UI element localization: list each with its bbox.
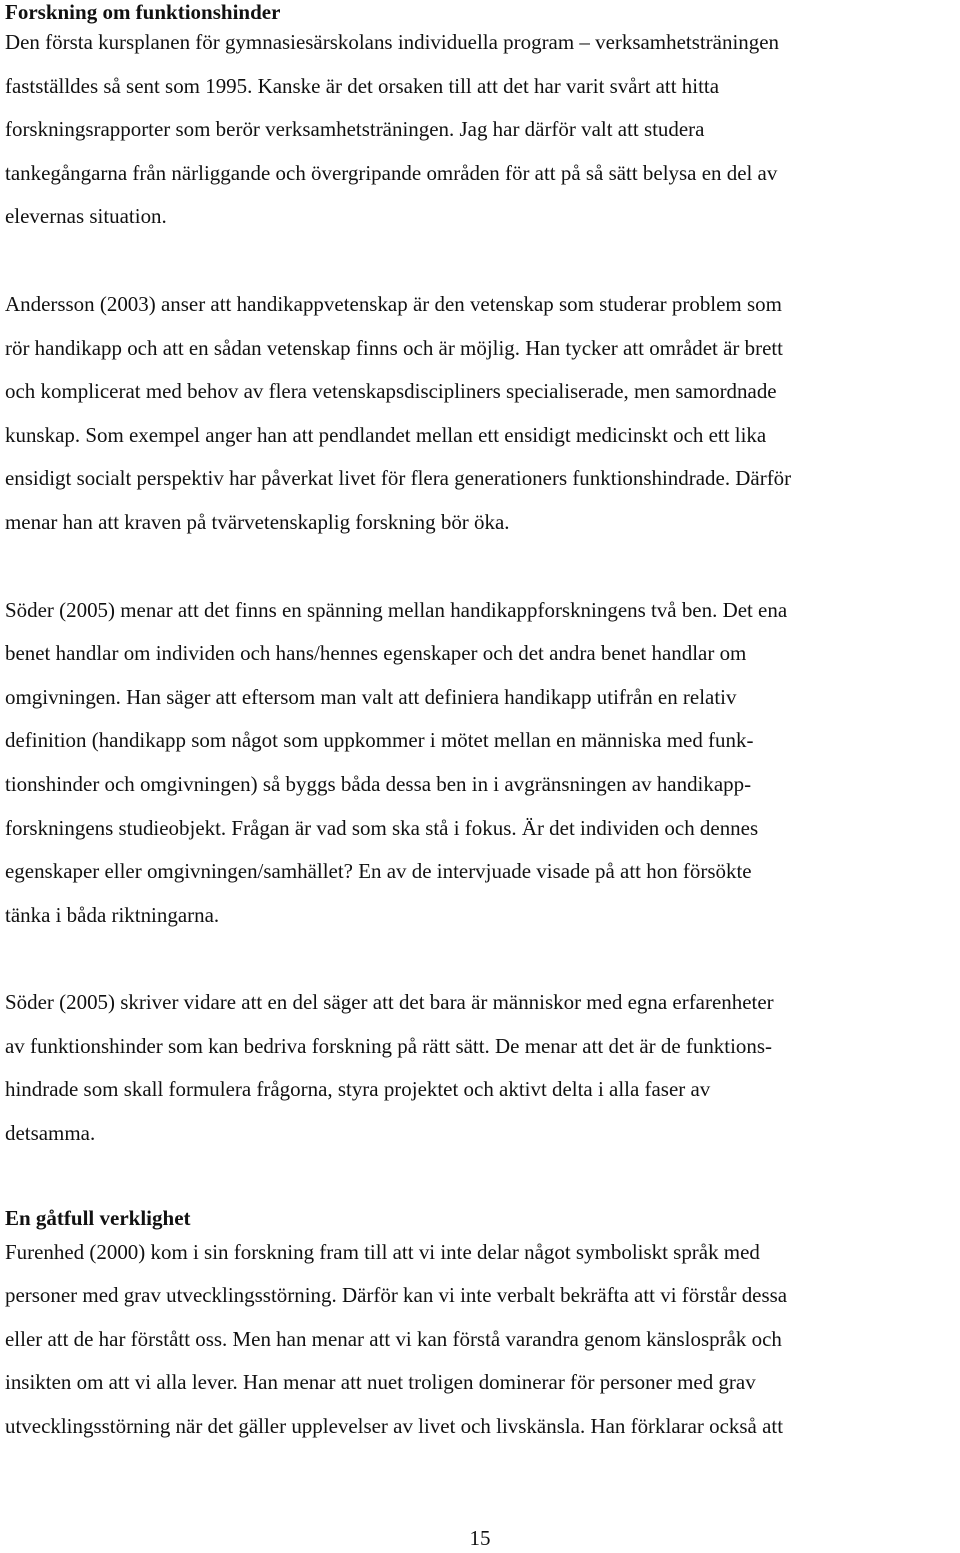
paragraph-andersson [5, 283, 957, 545]
text-line: tionshinder och omgivningen) så byggs båda dessa ben in i avgränsningen av handikapp- [5, 771, 752, 796]
text-line: tankegångarna från närliggande och övergripande områden för att på så sätt belysa en del av [5, 160, 778, 185]
text-line: menar han att kraven på tvärvetenskaplig forskning bör öka. [5, 509, 510, 534]
text-line: rör handikapp och att en sådan vetenskap finns och är möjlig. Han tycker att området är brett [5, 335, 784, 360]
text-line: forskningens studieobjekt. Frågan är vad som ska stå i fokus. Är det individen och dennes [5, 815, 759, 840]
text-line: eller att de har förstått oss. Men han menar att vi kan förstå varandra genom känslospråk och [5, 1326, 782, 1351]
text-line: omgivningen. Han säger att eftersom man valt att definiera handikapp utifrån en relativ [5, 684, 737, 709]
text-line: Andersson (2003) anser att handikappvetenskap är den vetenskap som studerar problem som [5, 291, 782, 316]
text-line: detsamma. [5, 1121, 96, 1146]
text-line: tänka i båda riktningarna. [5, 902, 220, 927]
page-number: 15 [469, 1526, 491, 1550]
text-line: forskningsrapporter som berör verksamhetsträningen. Jag har därför valt att studera [5, 117, 705, 142]
text-line: utvecklingsstörning när det gäller upplevelser av livet och livskänsla. Han förklarar också att [5, 1414, 784, 1439]
text-line: och komplicerat med behov av flera vetenskapsdiscipliners specialiserade, men samordnade [5, 379, 777, 404]
paragraph-soder-vidare [5, 981, 957, 1155]
text-line: insikten om att vi alla lever. Han menar att nuet troligen dominerar för personer med grav [5, 1370, 756, 1395]
text-line: definition (handikapp som något som uppkommer i mötet mellan en människa med funk- [5, 728, 754, 753]
paragraph-furenhed [5, 1231, 957, 1449]
section-heading-forskning: Forskning om funktionshinder [5, 0, 281, 24]
text-line: benet handlar om individen och hans/hennes egenskaper och det andra benet handlar om [5, 641, 747, 666]
text-line: Söder (2005) skriver vidare att en del säger att det bara är människor med egna erfarenheter [5, 990, 774, 1015]
section-heading-gatfull: En gåtfull verklighet [5, 1205, 191, 1230]
text-line: hindrade som skall formulera frågorna, styra projektet och aktivt delta i alla faser av [5, 1077, 711, 1102]
text-line: Den första kursplanen för gymnasiesärskolans individuella program – verksamhetsträningen [5, 30, 780, 54]
text-line: personer med grav utvecklingsstörning. Därför kan vi inte verbalt bekräfta att vi förstår dessa [5, 1283, 788, 1308]
text-line: kunskap. Som exempel anger han att pendlandet mellan ett ensidigt medicinskt och ett lika [5, 422, 767, 447]
text-line: av funktionshinder som kan bedriva forskning på rätt sätt. De menar att det är de funktions- [5, 1033, 773, 1058]
text-line: Furenhed (2000) kom i sin forskning fram till att vi inte delar något symboliskt språk med [5, 1239, 760, 1264]
text-line: ensidigt socialt perspektiv har påverkat livet för flera generationers funktionshindrade. Därför [5, 466, 792, 491]
text-line: fastställdes så sent som 1995. Kanske är det orsaken till att det har varit svårt att hitta [5, 73, 720, 98]
text-line: egenskaper eller omgivningen/samhället? En av de intervjuade visade på att hon försökte [5, 859, 752, 884]
text-line: Söder (2005) menar att det finns en spänning mellan handikappforskningens två ben. Det ena [5, 597, 788, 622]
paragraph-soder-spanning [5, 589, 957, 938]
text-line: elevernas situation. [5, 204, 167, 229]
document-page [5, 0, 957, 1449]
paragraph-kursplan [5, 21, 957, 239]
